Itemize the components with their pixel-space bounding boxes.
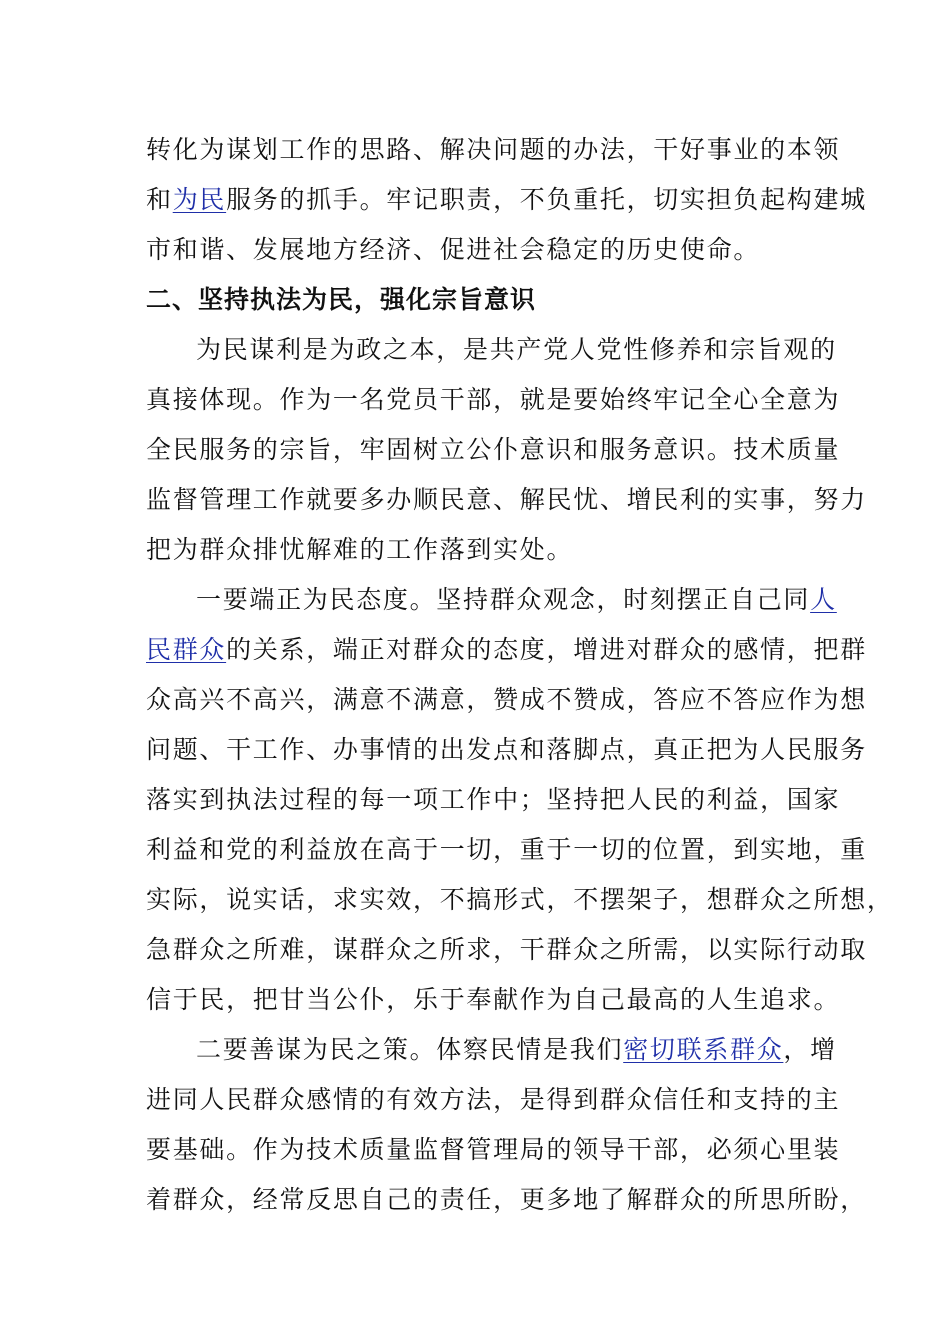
text: 服务的抓手。牢记职责，不负重托，切实担负起构建城	[226, 185, 867, 214]
text: 实际，说实话，求实效，不搞形式，不摆架子，想群众之所想，	[146, 885, 894, 914]
paragraph-line	[146, 225, 806, 275]
text: 监督管理工作就要多办顺民意、解民忧、增民利的实事，努力	[146, 485, 867, 514]
paragraph-line	[146, 825, 867, 875]
text: 真接体现。作为一名党员干部，就是要始终牢记全心全意为	[146, 385, 841, 414]
text: 二要善谋为民之策。体察民情是我们	[196, 1035, 624, 1064]
text: 的关系，端正对群众的态度，增进对群众的感情，把群	[226, 635, 867, 664]
heading-text: 二、坚持执法为民，强化宗旨意识	[146, 285, 537, 314]
text: 众高兴不高兴，满意不满意，赞成不赞成，答应不答应作为想	[146, 685, 867, 714]
paragraph-line	[196, 575, 837, 625]
text: 为民谋利是为政之本，是共产党人党性修养和宗旨观的	[196, 335, 837, 364]
paragraph-line	[196, 1025, 837, 1075]
paragraph-line	[146, 425, 841, 475]
paragraph-line	[146, 175, 867, 225]
text: 信于民，把甘当公仆，乐于奉献作为自己最高的人生追求。	[146, 985, 841, 1014]
text: 把为群众排忧解难的工作落到实处。	[146, 535, 574, 564]
text: 转化为谋划工作的思路、解决问题的办法，干好事业的本领	[146, 135, 841, 164]
text: 着群众，经常反思自己的责任，更多地了解群众的所思所盼，	[146, 1185, 867, 1214]
paragraph-line	[146, 525, 806, 575]
paragraph-line	[146, 375, 841, 425]
paragraph-line	[146, 925, 867, 975]
link-miqie-lianxi-qunzhong[interactable]: 密切联系群众	[623, 1035, 784, 1064]
text: 和	[146, 185, 173, 214]
paragraph-line	[196, 325, 837, 375]
paragraph-line	[146, 125, 841, 175]
text: 利益和党的利益放在高于一切，重于一切的位置，到实地，重	[146, 835, 867, 864]
text: 急群众之所难，谋群众之所求，干群众之所需，以实际行动取	[146, 935, 867, 964]
paragraph-line	[146, 1125, 841, 1175]
paragraph-line	[146, 625, 867, 675]
paragraph-line	[146, 475, 867, 525]
text: 全民服务的宗旨，牢固树立公仆意识和服务意识。技术质量	[146, 435, 841, 464]
text: 要基础。作为技术质量监督管理局的领导干部，必须心里装	[146, 1135, 841, 1164]
text: 落实到执法过程的每一项工作中；坚持把人民的利益，国家	[146, 785, 841, 814]
text: 进同人民群众感情的有效方法，是得到群众信任和支持的主	[146, 1085, 841, 1114]
paragraph-line	[146, 1075, 841, 1125]
paragraph-line	[146, 775, 841, 825]
link-renmin-qunzhong-part1[interactable]: 人	[810, 585, 837, 614]
section-heading	[146, 275, 806, 325]
paragraph-line	[146, 875, 894, 925]
paragraph-line	[146, 975, 841, 1025]
text: ，增	[783, 1035, 837, 1064]
link-wei-min[interactable]: 为民	[172, 185, 227, 214]
link-renmin-qunzhong-part2[interactable]: 民群众	[146, 635, 227, 664]
paragraph-line	[146, 675, 867, 725]
text: 一要端正为民态度。坚持群众观念，时刻摆正自己同	[196, 585, 811, 614]
paragraph-line	[146, 725, 867, 775]
paragraph-line	[146, 1175, 867, 1225]
text: 市和谐、发展地方经济、促进社会稳定的历史使命。	[146, 235, 761, 264]
text: 问题、干工作、办事情的出发点和落脚点，真正把为人民服务	[146, 735, 867, 764]
